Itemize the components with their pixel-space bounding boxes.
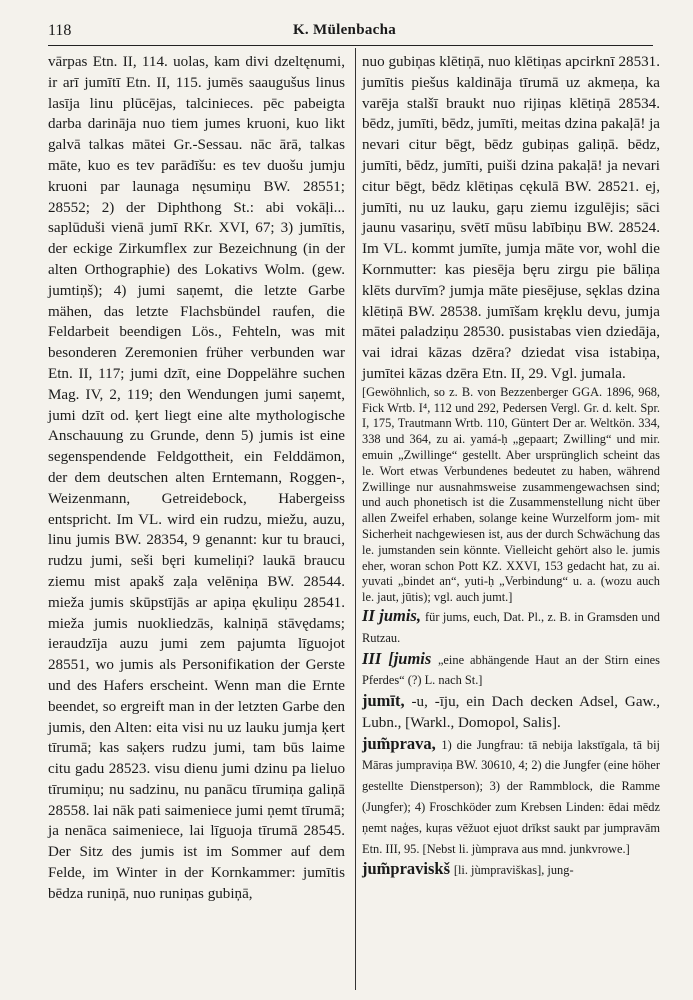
entry-text: [li. jùmpraviškas], jung- xyxy=(453,863,574,878)
entry-text: 1) die Jungfrau: tā nebija lakstīgala, tā bij Māras jumpraviņa BW. 30610, 4; 2) die Jungfer (eine höher gestellte Dienstperson); 3) der Rammblock, die Ramme (Jungfer); 4) Froschköder zum Krebsen Linden: ēdai mēdz ņemt naģes, kuŗas vēžuot ejuot drīkst saukt par jumpravām Etn. III, 95. [Nebst li. jùmprava aus mnd. junkvrowe.] xyxy=(362,737,660,856)
headword: jum̃prava, xyxy=(362,733,436,753)
headword: jum̃praviskš xyxy=(362,859,451,879)
etymology-note: [Gewöhnlich, so z. B. von Bezzenberger GGA. 1896, 968, Fick Wrtb. I⁴, 112 und 292, Pedersen Vergl. Gr. d. kelt. Spr. I, 175, Trautmann Wrtb. 110, Güntert Der ar. Weltkön. 334, 338 und 364, zu ai. yamá-ḥ „gepaart; Zwilling“ und mir. emuin „Zwillinge“ gestellt. Aber ursprünglich scheint das le. Wort etwas Verbundenes bedeutet zu haben, während Zwillinge nur ausnahmsweise zusammengewachsen sind; und auch phonetisch ist die Zusammenstellung nicht über allen Zweifel erhaben, solange keine Wurzelform jom- mit Sicherheit nachgewiesen ist, aus der durch Schwächung das le. jumstanden sein könnte. Vielleicht gehört also le. jumis eher, woran schon Pott KZ. XXVI, 153 gedacht hat, zu ai. yuvati „bindet an“, yuti-ḥ „Verbindung“ u. a. (wozu auch le. jaut, jūtis); vgl. auch jumt.] xyxy=(362,384,660,605)
headword: II jumis, xyxy=(362,605,421,625)
dictionary-entry xyxy=(362,649,660,692)
page-header xyxy=(36,22,653,44)
entry-text: für jums, euch, Dat. Pl., z. B. in Gramsden und Rutzau. xyxy=(362,609,661,645)
right-column xyxy=(362,52,660,881)
column-divider xyxy=(355,48,356,990)
headword: jumīt, xyxy=(362,691,405,711)
left-column-text: vārpas Etn. II, 114. uolas, kam divi dzeltęnumi, ir arī jumītī Etn. II, 115. jumēs saaugušus linus lasīja linu plūcējas, talcinieces. pēc pabeigta darba darināja nuo tiem jumes kruoni, kuo likt galvā talkas mātei Gr.-Sessau. nāc ārā, talkas māte, kuo es tev parādīšu: es tev duošu jumju kruoni par launaga nęsumiņu BW. 28551; 28552; 2) der Diphthong St.: abi vokāļi... saplūduši vienā jumī RKr. XVI, 67; 3) jumītis, der eckige Zirkumflex zur Bezeichnung (in der alten Orthographie) des Lokativs Wolm. (gew. jumtiņš); 4) jumi saņemt, die letzte Garbe mähen, das letzte Flachsbündel raufen, die Feldarbeit beendigen Lös., Fehteln, was mit besonderen Zeremonien früher verbunden war Etn. II, 117; jumi dzīt, eine Doppelähre suchen Mag. IV, 2, 119; den Wendungen jumi saņemt, jumi dzīt od. ķert liegt eine alte mythologische Anschauung zu Grunde, denn 5) jumis ist eine segenspendende Feldgottheit, ein Felddämon, der dem deutschen alten Erntemann, Roggen-, Weizenmann, Getreidebock, Habergeiss entspricht. Im VL. wird ein rudzu, miežu, auzu, linu jumis BW. 28354, 9 genannt: kur tu brauci, rudzu jumi, seši bęri kumeliņi? laukā braucu ziemu mist apakš zaļa velēniņa BW. 28544. mieža jumis skūpstījās ar apiņa ękuliņu 28541. mieža jumis nuokliedzās, kalniņā stāvędams; ieraudzīja auzu jumi zem pajumta līguojot 28551, wo jumis als Personifikation der Gerste und des Hafers erscheint. Wenn man die Ernte beendet, so ergreift man in der letzten Garbe den jumis, den Alten: eita visi nu uz lauku jumja ķert tīrumā; kas saķers rudzu jumi, tam būs laime citu gadu 28523. visu dienu jumi dzinu pa lieluo tīrumiņu; nu sadzinu, nu panācu tīrumiņa galiņā 28558. lai nāk pati saimeniece jumi ņemt tīrumā; ja nenāca saimeniece, lai līguoja tīrumā 28545. Der Sitz des jumis ist im Sommer auf dem Felde, im Winter in der Kornkammer: jumītis bēdza runiņā, nuo runiņas gubiņā, xyxy=(48,54,345,902)
entry-text: „eine abhängende Haut an der Stirn eines Pferdes“ (?) L. nach St.] xyxy=(362,652,660,688)
right-column-continuation: nuo gubiņas klētiņā, nuo klētiņas apcirknī 28531. jumītis piešus kaldināja tīrumā uz akmeņa, ka varēja stalšī braukt nuo rijiņas klētiņā 28534. bēdz, jumīti, bēdz, jumīti, meitas dzina pakaļā! ja nevari citur bēgt, bēdz gubiņas galiņā. bēdz, jumīti, bēdz, jumīti, puiši dzina pakaļā! ja nevari citur bēgt, bēdz klētiņas cękulā BW. 28521. ej, jumīti, nu uz lauku, gaŗu ziemu izgulējis; sāci jaunu vasariņu, svētī mūsu labībiņu BW. 28524. Im VL. kommt jumīte, jumja māte vor, wohl die Kornmutter: kas piesēja bęru zirgu pie bāliņa klēts durvīm? jumja māte piesējuse, sęklas dzina klētiņā BW. 28538. jumīšam kręklu devu, jumja mātei paladziņu 28530. pusistabas vien dziedāja, vai idrai kāzas dzēra? dziedat visa istabiņa, jumītei kāzas dzēra Etn. II, 29. Vgl. jumala. xyxy=(362,54,661,382)
dictionary-entry xyxy=(362,606,660,649)
running-head: K. Mülenbacha xyxy=(292,22,397,38)
entry-text: -u, -īju, ein Dach decken Adsel, Gaw., Lubn., [Warkl., Domopol, Salis]. xyxy=(362,694,661,731)
header-rule xyxy=(48,45,653,46)
left-column xyxy=(48,52,345,905)
dictionary-entry xyxy=(362,859,660,881)
dictionary-entry xyxy=(362,734,660,860)
headword: III [jumis xyxy=(362,648,432,668)
page-number: 118 xyxy=(48,22,72,39)
dictionary-entry xyxy=(362,691,660,734)
